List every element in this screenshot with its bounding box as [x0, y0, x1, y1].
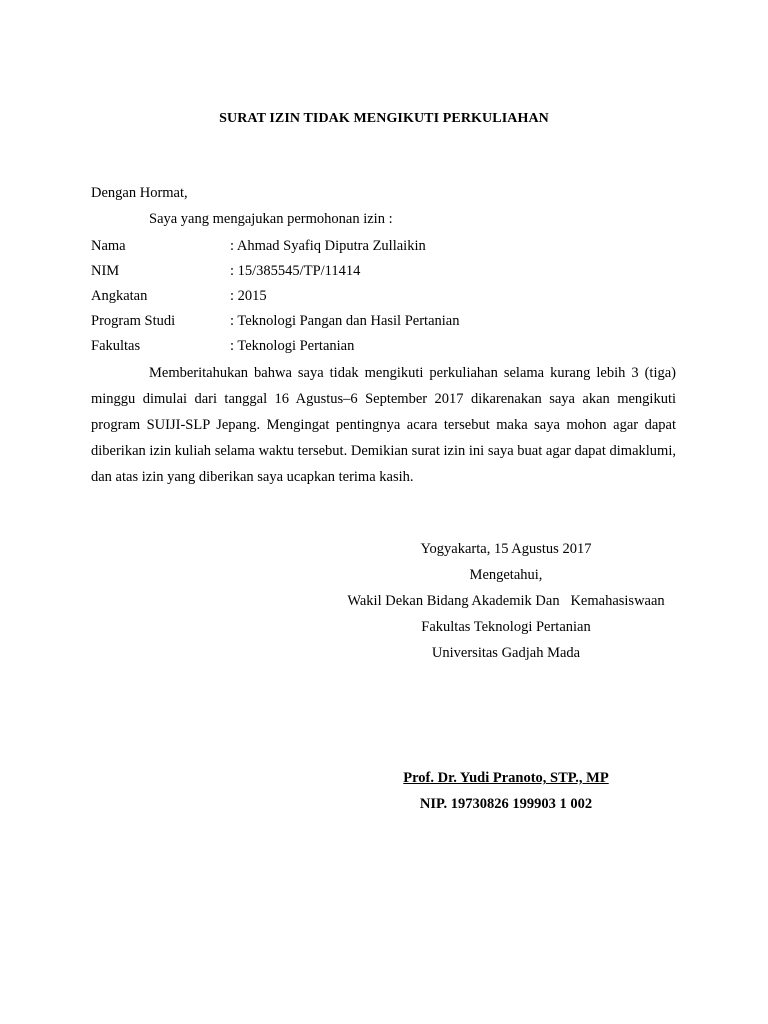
field-label: Program Studi [91, 313, 176, 329]
signer-identity [336, 765, 676, 817]
field-value: : Teknologi Pangan dan Hasil Pertanian [230, 313, 460, 329]
place-date: Yogyakarta, 15 Agustus 2017 [420, 541, 592, 557]
signature-block [336, 536, 676, 666]
field-row-nim [91, 261, 459, 286]
letter-title: SURAT IZIN TIDAK MENGIKUTI PERKULIAHAN [219, 111, 549, 126]
signer-position: Wakil Dekan Bidang Akademik Dan Kemahasiswaan [347, 593, 665, 609]
intro-line: Saya yang mengajukan permohonan izin : [149, 211, 393, 227]
field-label: Fakultas [91, 338, 141, 354]
field-value: : 2015 [230, 288, 267, 304]
field-value: : Teknologi Pertanian [230, 338, 355, 354]
field-value: : Ahmad Syafiq Diputra Zullaikin [230, 238, 426, 254]
acknowledge-label: Mengetahui, [469, 567, 543, 583]
field-row-nama [91, 236, 459, 261]
applicant-fields [91, 236, 459, 361]
field-label: Nama [91, 238, 126, 254]
field-label: Angkatan [91, 288, 148, 304]
field-row-angkatan [91, 286, 459, 311]
signer-name: Prof. Dr. Yudi Pranoto, STP., MP [403, 770, 609, 786]
body-paragraph: Memberitahukan bahwa saya tidak mengikuti perkuliahan selama kurang lebih 3 (tiga) minggu dimulai dari tanggal 16 Agustus–6 September 2017 dikarenakan saya akan mengikuti program SUIJI-SLP Jepang. Mengingat pentingnya acara tersebut maka saya mohon agar dapat diberikan izin kuliah selama waktu tersebut. Demikian surat izin ini saya buat agar dapat dimaklumi, dan atas izin yang diberikan saya ucapkan terima kasih. [91, 365, 676, 485]
signer-nip: NIP. 19730826 199903 1 002 [419, 796, 593, 812]
field-label: NIM [91, 263, 120, 279]
field-value: : 15/385545/TP/11414 [230, 263, 361, 279]
greeting: Dengan Hormat, [91, 185, 188, 201]
field-row-program-studi [91, 311, 459, 336]
signer-university: Universitas Gadjah Mada [431, 645, 581, 661]
field-row-fakultas [91, 336, 459, 361]
signer-faculty: Fakultas Teknologi Pertanian [421, 619, 591, 635]
